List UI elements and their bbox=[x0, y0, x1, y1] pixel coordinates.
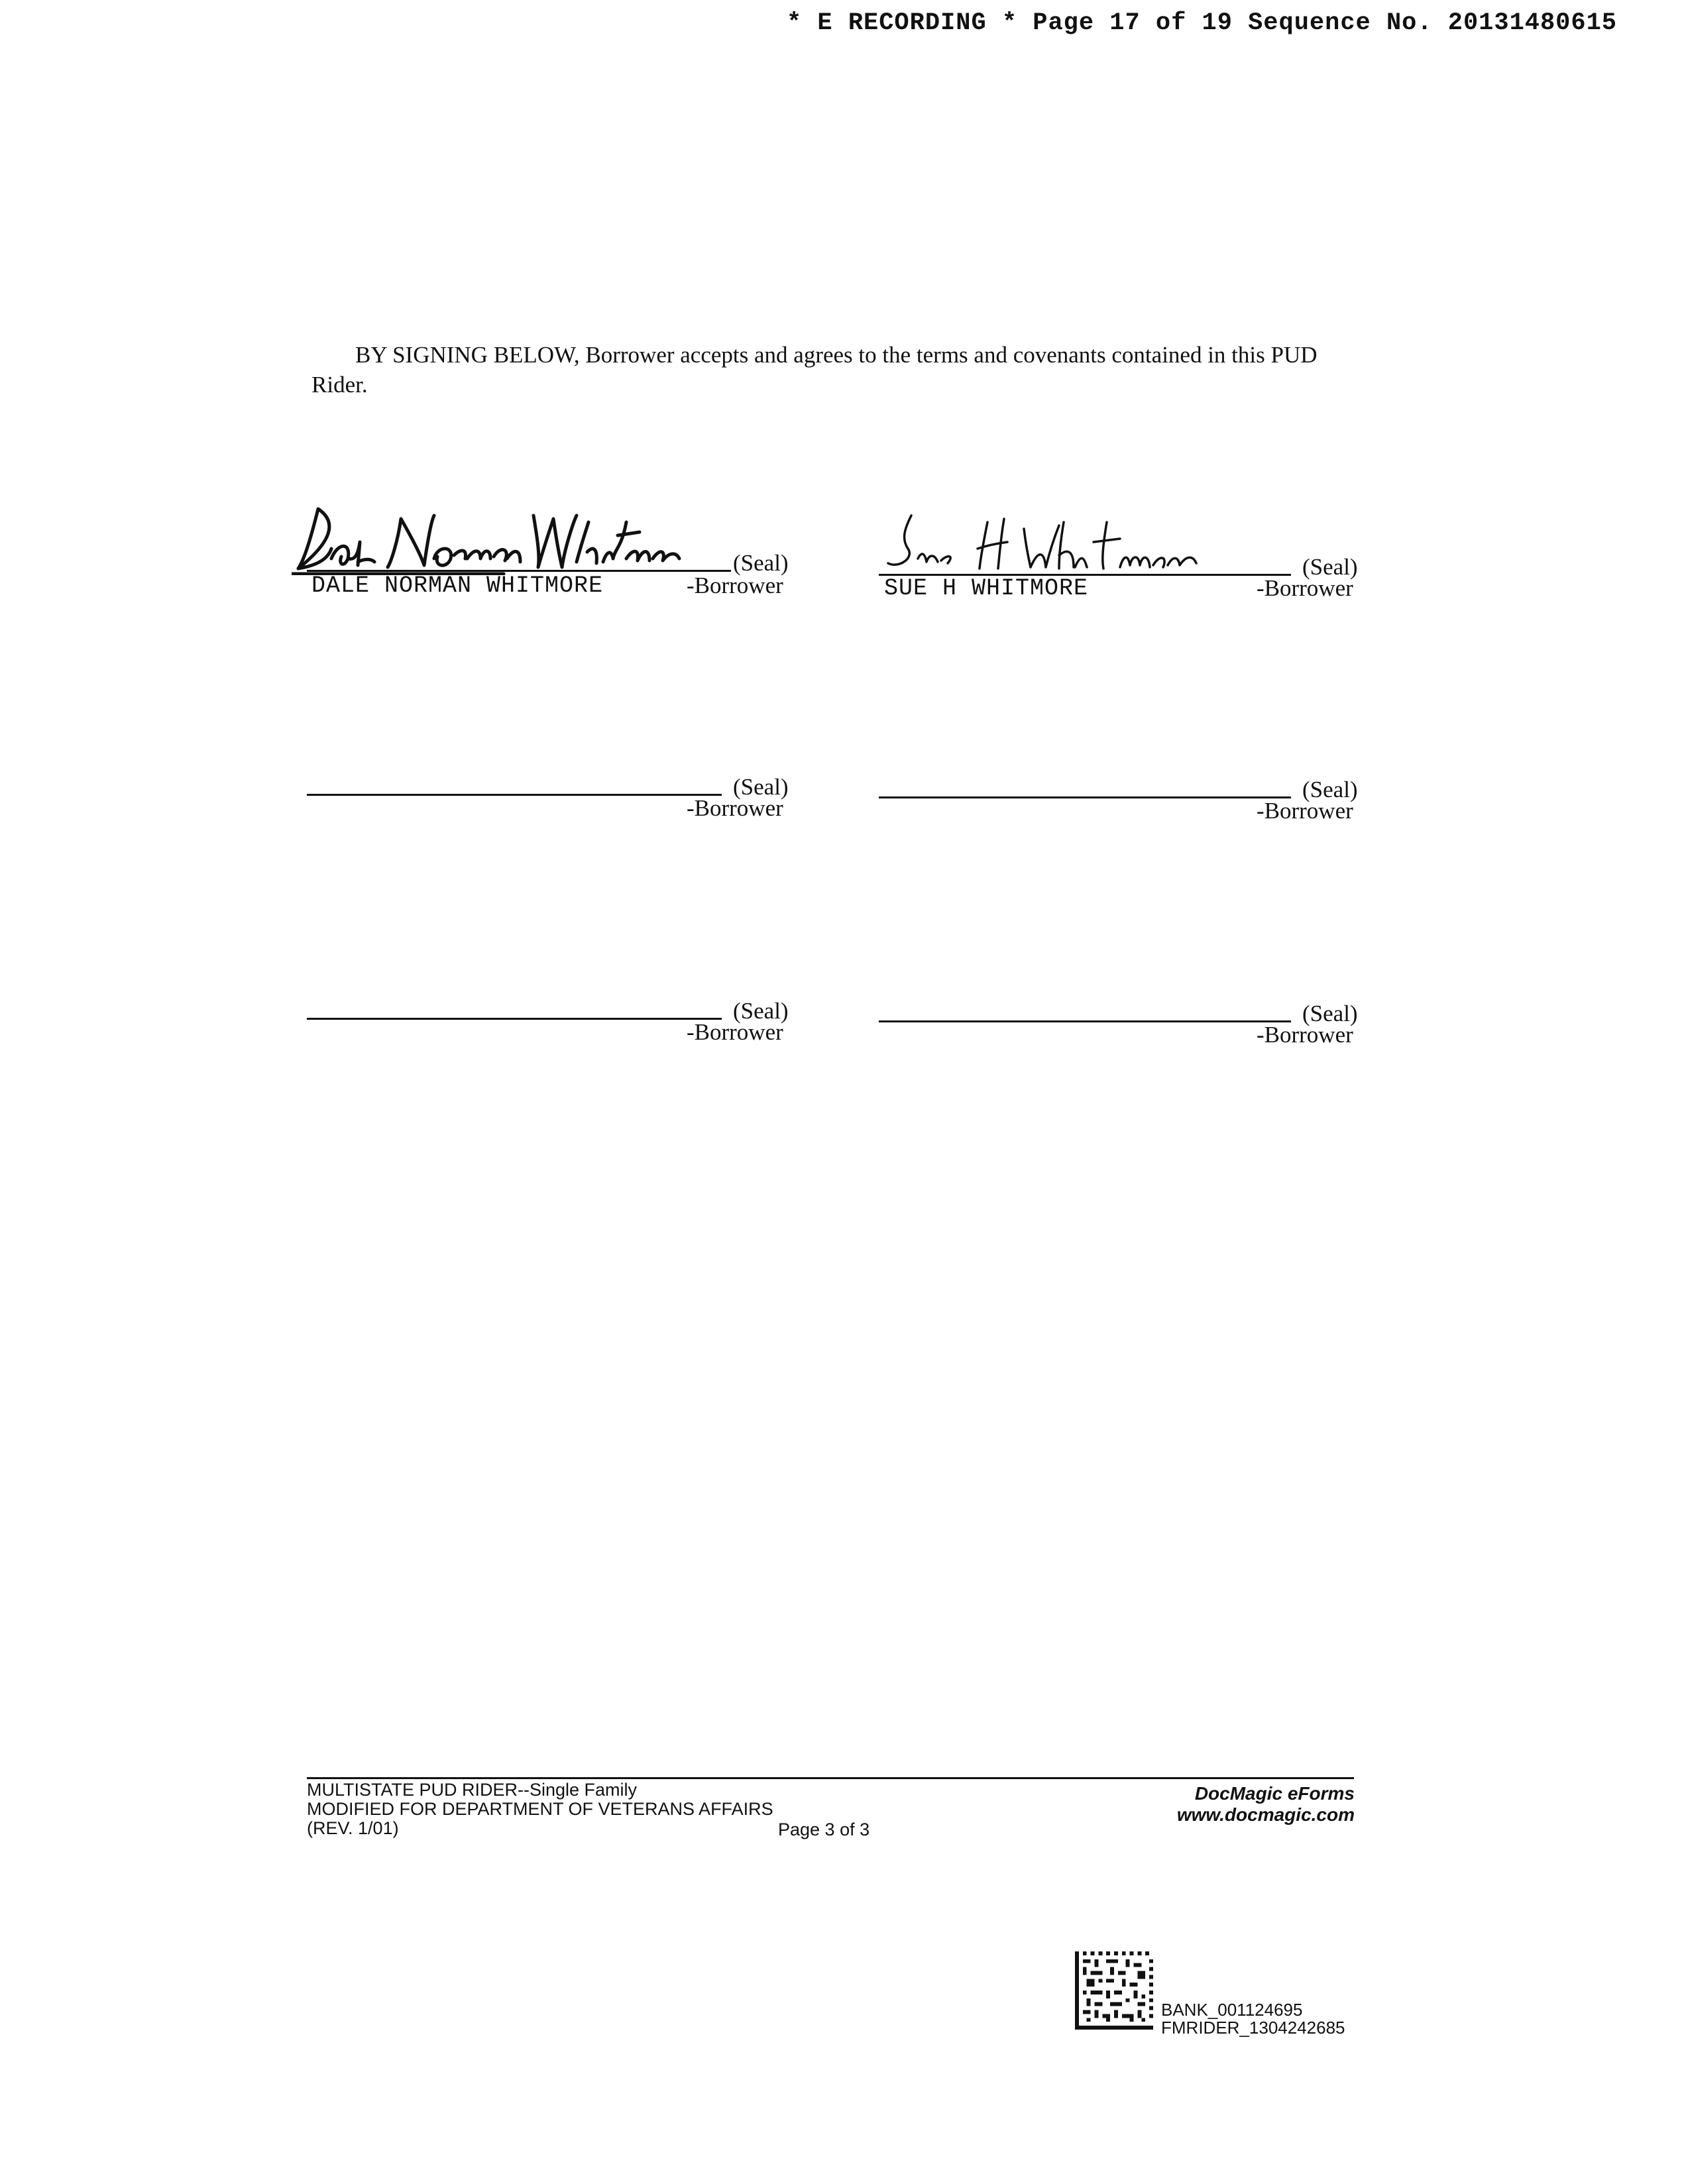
barcode-ids bbox=[1161, 2001, 1345, 2037]
signature-line-blank bbox=[879, 1020, 1291, 1022]
seal-label: (Seal) bbox=[733, 550, 789, 576]
borrower-label: -Borrower bbox=[1257, 575, 1353, 601]
footer-brand bbox=[1177, 1783, 1355, 1826]
signature-line-blank bbox=[879, 796, 1291, 798]
signature-line-blank bbox=[307, 794, 722, 796]
seal-label: (Seal) bbox=[1302, 554, 1358, 580]
seal-label: (Seal) bbox=[733, 774, 789, 800]
form-title: MULTISTATE PUD RIDER--Single Family bbox=[307, 1780, 638, 1800]
brand-website: www.docmagic.com bbox=[1176, 1804, 1355, 1825]
borrower-label: -Borrower bbox=[687, 1019, 783, 1045]
seal-label: (Seal) bbox=[733, 998, 789, 1024]
brand-logo: DocMagic eForms bbox=[1194, 1783, 1355, 1804]
seal-label: (Seal) bbox=[1302, 777, 1358, 802]
page-number: Page 3 of 3 bbox=[778, 1820, 870, 1839]
2d-barcode-icon bbox=[1075, 1951, 1153, 2030]
footer-form-info bbox=[307, 1780, 773, 1838]
form-subtitle: MODIFIED FOR DEPARTMENT OF VETERANS AFFAIRS bbox=[307, 1799, 773, 1819]
seal-label: (Seal) bbox=[1302, 1001, 1358, 1026]
signature-line-dale bbox=[307, 570, 731, 572]
signature-line-blank bbox=[307, 1018, 722, 1020]
borrower-name-dale: DALE NORMAN WHITMORE bbox=[311, 573, 604, 599]
form-revision: (REV. 1/01) bbox=[307, 1818, 399, 1838]
borrower-label: -Borrower bbox=[1257, 798, 1353, 824]
borrower-label: -Borrower bbox=[1257, 1022, 1353, 1048]
barcode-line-bank: BANK_001124695 bbox=[1161, 2000, 1303, 2020]
borrower-label: -Borrower bbox=[687, 573, 783, 598]
recording-header: * E RECORDING * Page 17 of 19 Sequence No. 20131480615 bbox=[787, 9, 1617, 37]
acceptance-paragraph: BY SIGNING BELOW, Borrower accepts and agrees to the terms and covenants contained in this PUD Rider. bbox=[311, 342, 1318, 398]
barcode-line-rider: FMRIDER_1304242685 bbox=[1161, 2018, 1345, 2038]
borrower-label: -Borrower bbox=[687, 795, 783, 821]
footer-divider bbox=[307, 1777, 1354, 1779]
borrower-name-sue: SUE H WHITMORE bbox=[884, 575, 1089, 602]
handwritten-signature-dale bbox=[292, 496, 769, 575]
handwritten-signature-sue bbox=[881, 502, 1306, 575]
